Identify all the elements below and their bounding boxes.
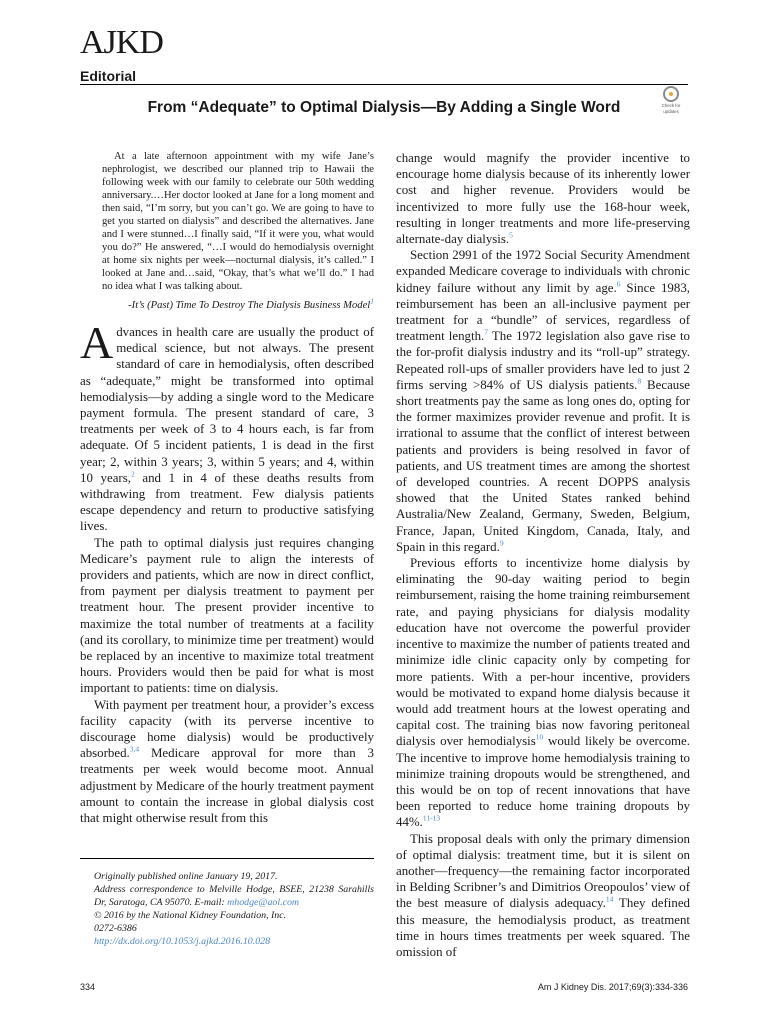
reference-link[interactable]: 2 bbox=[130, 469, 135, 479]
paragraph: change would magnify the provider incentive to encourage home dialysis because of its inherently lower cost and higher revenue. Providers would be incentivized to more fully use the 168-hour week, resulting in longer treatments and more life-preserving alternate-day dialysis.$^5$ bbox=[396, 151, 690, 247]
reference-link[interactable]: 8 bbox=[637, 376, 642, 386]
epigraph: At a late afternoon appointment with my wife Jane’s nephrologist, we described our planned trip to Hawaii the following week with our family to celebrate our 50th wedding anniversary.…Her doctor looked at Jane for a long moment and then said, “I’m sorry, but you can’t go. We are going to have to get you started on dialysis” and described the alternatives. Jane and I were stunned…I finally said, “If it were you, what would you do?” He answered, “…I would do hemodialysis overnight at home six nights per week—nocturnal dialysis, it’s called.” I looked at Jane and…said, “Okay, that’s what we’ll do.” I had no idea what I was talking about. bbox=[102, 151, 374, 292]
badge-line-1: Check for bbox=[661, 103, 681, 108]
reference-link[interactable]: 14 bbox=[605, 895, 614, 905]
header-rule bbox=[80, 84, 688, 85]
check-updates-icon bbox=[663, 86, 679, 102]
paragraph: Advances in health care are usually the product of medical science, but not always. The present standard of care in hemodialysis, often described as “adequate,” might be transformed into optimal hemodialysis—by adding a single word to the Medicare payment formula. The present standard of care, 3 treatments per week of 3 to 4 hours each, is far from adequate. Of 5 incident patients, 1 is dead in the first year; 2, within 3 years; 3, within 5 years; and 4, within 10 years,$^2$ and 1 in 4 of these deaths results from withdrawing from treatment. Few dialysis patients escape dependency and return to productive satisfying lives. bbox=[80, 317, 374, 534]
paragraph: The path to optimal dialysis just requires changing Medicare’s payment rule to align the interests of providers and patients, which are now in direct conflict, from payment per dialysis treatment to payment per treatment hour. The present provider incentive to maximize the total number of treatments at a facility (and its corollary, to minimize time per treatment) would be replaced by an incentive to maximize total treatment hours. Providers would then be paid for what is most important to patients: time on dialysis. bbox=[80, 535, 374, 696]
paragraph: Previous efforts to incentivize home dialysis by eliminating the 90-day waiting period to begin reimbursement, raising the home training reimbursement rate, and paying physicians for dialysis modality education have not overcome the powerful provider incentive to maximize the number of patients treated and minimize idle clinic capacity only by competing for more patients. With a per-hour incentive, providers would be motivated to expand home dialysis because it would add treatment hours at the lowest operating and capital cost. The training bias now favoring peritoneal dialysis over hemodialysis$^{10}$ would likely be overcome. The incentive to improve home hemodialysis training to minimize training dropouts would be strengthened, and this would be on top of recent innovations that have been reported to reduce home training dropouts by 44%.$^{11-13}$ bbox=[396, 556, 690, 830]
left-column bbox=[80, 150, 374, 826]
journal-citation: Am J Kidney Dis. 2017;69(3):334-336 bbox=[537, 982, 688, 992]
reference-link[interactable]: 11-13 bbox=[422, 814, 441, 824]
copyright: © 2016 by the National Kidney Foundation, Inc. bbox=[94, 910, 287, 921]
badge-line-2: updates bbox=[663, 109, 679, 114]
check-for-updates-badge[interactable] bbox=[658, 86, 684, 120]
reference-link[interactable]: 5 bbox=[509, 230, 513, 240]
reference-link[interactable]: 10 bbox=[535, 733, 544, 743]
paragraph: Section 2991 of the 1972 Social Security Amendment expanded Medicare coverage to individuals with chronic kidney failure without any limit by age.$^6$ Since 1983, reimbursement has been an all-inclusive payment per treatment for a “bundle” of services, regardless of treatment length.$^7$ The 1972 legislation also gave rise to the for-profit dialysis industry and its “roll-up” strategy. Repeated roll-ups of smaller providers have led to just 2 firms serving >84% of US dialysis patients.$^8$ Because short treatments pay the same as long ones do, opting for the former maximizes provider revenue and profit. It is irrational to assume that the conflict of interest between patients and providers is being resolved in favor of patients, and US treatment times are among the shortest of developed countries. A recent DOPPS analysis showed that the United States ranked behind Australia/New Zealand, Germany, Sweden, Belgium, France, Japan, United Kingdom, Canada, Italy, and Spain in this regard.$^9$ bbox=[396, 248, 691, 554]
journal-logo: AJKD bbox=[80, 24, 163, 61]
reference-link[interactable]: 7 bbox=[484, 327, 489, 337]
reference-link[interactable]: 1 bbox=[370, 296, 374, 306]
footnotes bbox=[80, 870, 374, 948]
article-title: From “Adequate” to Optimal Dialysis—By Adding a Single Word bbox=[147, 99, 621, 116]
published-date: Originally published online January 19, 2017. bbox=[94, 871, 278, 882]
epigraph-attribution bbox=[80, 296, 374, 312]
reference-link[interactable]: 3,4 bbox=[129, 744, 140, 754]
epigraph-source: -It’s (Past) Time To Destroy The Dialysis Business Model bbox=[128, 300, 371, 311]
paragraph: With payment per treatment hour, a provider’s excess facility capacity (with its perverse incentive to discourage home dialysis) would be productively absorbed.$^{3,4}$ Medicare approval for more than 3 treatments per week would become moot. Annual adjustment by Medicare of the hourly treatment payment amount to contain the increase in global dialysis cost that might otherwise result from this bbox=[80, 697, 374, 826]
issn: 0272-6386 bbox=[94, 923, 137, 934]
correspondence: Address correspondence to Melville Hodge, BSEE, 21238 Sarahills Dr, Saratoga, CA 95070. E-mail: mhodge@aol.com bbox=[94, 884, 374, 908]
email-link[interactable]: mhodge@aol.com bbox=[227, 897, 300, 908]
right-column bbox=[396, 150, 690, 960]
footnote-rule bbox=[80, 858, 374, 859]
reference-link[interactable]: 9 bbox=[499, 538, 504, 548]
paragraph: This proposal deals with only the primary dimension of optimal dialysis: treatment time, but it is silent on another—frequency—the remaining factor incorporated in Belding Scribner’s and Dimitrios Oreopoulos’ view of the best measure of dialysis adequacy.$^{14}$ They defined this measure, the hemodialysis product, as treatment time in hours times treatments per week squared. The omission of bbox=[396, 831, 690, 959]
section-label: Editorial bbox=[80, 68, 137, 84]
page-number: 334 bbox=[80, 982, 96, 992]
reference-link[interactable]: 6 bbox=[616, 279, 621, 289]
doi-link[interactable]: http://dx.doi.org/10.1053/j.ajkd.2016.10.028 bbox=[94, 936, 271, 947]
